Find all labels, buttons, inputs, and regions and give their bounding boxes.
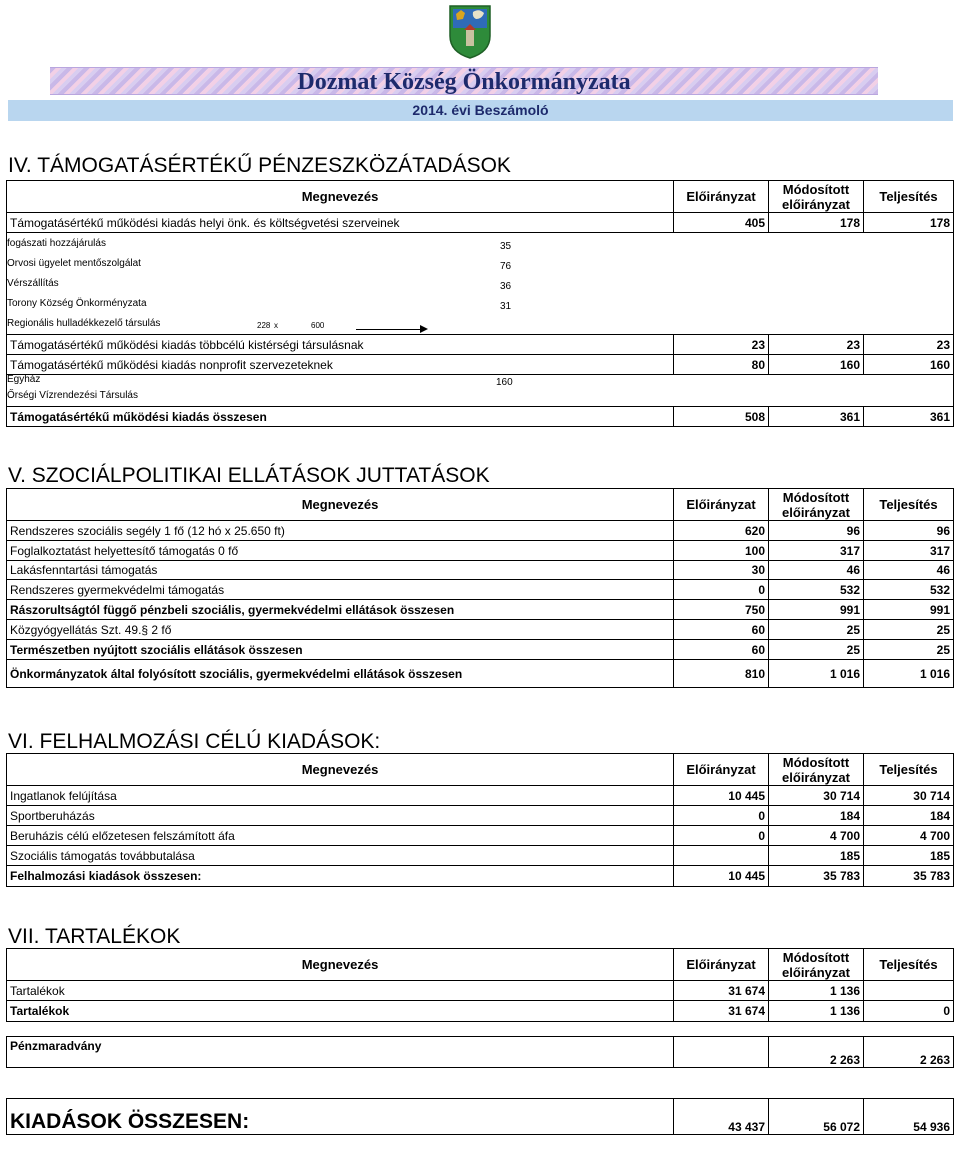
row-planned: [674, 1037, 769, 1068]
col-actual-header: Teljesítés: [864, 949, 954, 981]
detail-label: Egyház: [7, 374, 41, 385]
col-name-header: Megnevezés: [7, 754, 674, 786]
table-row: [7, 981, 954, 1001]
col-modified-header: [769, 754, 864, 786]
row-actual: 46: [864, 561, 954, 580]
grand-total-planned: 43 437: [674, 1099, 769, 1135]
row-actual: 0: [864, 1001, 954, 1022]
detail-label: Vérszállítás: [7, 278, 59, 289]
row-actual: 4 700: [864, 826, 954, 846]
row-actual: 185: [864, 846, 954, 866]
row-planned: 620: [674, 521, 769, 541]
row-planned: 10 445: [674, 866, 769, 887]
table-row: [7, 846, 954, 866]
detail-label: fogászati hozzájárulás: [7, 238, 106, 249]
table-row: [7, 580, 954, 600]
table-total-row: [7, 407, 954, 427]
table-row: [7, 1037, 954, 1068]
row-actual: 2 263: [864, 1037, 954, 1068]
row-label: Pénzmaradvány: [7, 1037, 674, 1068]
table-subtotal-row: [7, 640, 954, 660]
detail-value-b: 600: [311, 321, 325, 330]
row-actual: 361: [864, 407, 954, 427]
col-actual-header: Teljesítés: [864, 754, 954, 786]
col-modified-l2: előirányzat: [782, 769, 850, 785]
row-planned: 0: [674, 806, 769, 826]
row-actual: 532: [864, 580, 954, 600]
col-modified-l1: Módosított: [782, 489, 850, 505]
row-modified: 1 136: [769, 981, 864, 1001]
row-label: Rendszeres szociális segély 1 fő (12 hó x 25.650 ft): [7, 521, 674, 541]
row-modified: 991: [769, 600, 864, 620]
detail-times: x: [274, 321, 278, 330]
detail-value: 31: [500, 301, 512, 312]
row-modified: 1 016: [769, 660, 864, 688]
table-row: [7, 213, 954, 233]
col-modified-header: [769, 949, 864, 981]
row-planned: 810: [674, 660, 769, 688]
col-modified-l1: Módosított: [782, 949, 850, 965]
section-iv-heading: IV. TÁMOGATÁSÉRTÉKŰ PÉNZESZKÖZÁTADÁSOK: [8, 154, 511, 177]
detail-label: Őrségi Vízrendezési Társulás: [7, 390, 138, 401]
row-actual: [864, 981, 954, 1001]
table-row: [7, 561, 954, 580]
col-name-header: Megnevezés: [7, 949, 674, 981]
row-label: Beruházis célú előzetesen felszámított áfa: [7, 826, 674, 846]
table-row: [7, 521, 954, 541]
title-banner: [50, 67, 878, 95]
row-planned: 405: [674, 213, 769, 233]
col-modified-l2: előirányzat: [782, 504, 850, 520]
row-label: Szociális támogatás továbbutalása: [7, 846, 674, 866]
table-row: [7, 355, 954, 375]
row-actual: 184: [864, 806, 954, 826]
col-modified-header: [769, 181, 864, 213]
row-planned: 23: [674, 335, 769, 355]
detail-value: 76: [500, 261, 512, 272]
row-modified: 532: [769, 580, 864, 600]
page-title: Dozmat Község Önkormányzata: [297, 69, 631, 95]
table-header-row: [7, 949, 954, 981]
row-modified: 361: [769, 407, 864, 427]
row-planned: 750: [674, 600, 769, 620]
row-label: Tartalékok: [7, 1001, 674, 1022]
table-row: [7, 620, 954, 640]
section-vii-table: [6, 948, 954, 1135]
grand-total-row: [7, 1099, 954, 1135]
row-label: Rászorultságtól függő pénzbeli szociális, gyermekvédelmi ellátások összesen: [7, 600, 674, 620]
row-planned: 31 674: [674, 1001, 769, 1022]
col-modified-l2: előirányzat: [782, 964, 850, 980]
row-actual: 991: [864, 600, 954, 620]
col-actual-header: Teljesítés: [864, 489, 954, 521]
row-label: Természetben nyújtott szociális ellátások összesen: [7, 640, 674, 660]
row-modified: 30 714: [769, 786, 864, 806]
row-planned: 80: [674, 355, 769, 375]
row-modified: 96: [769, 521, 864, 541]
col-name-header: Megnevezés: [7, 489, 674, 521]
arrow-icon: [356, 329, 426, 330]
subtitle-bar: [8, 100, 953, 121]
col-modified-l2: előirányzat: [782, 196, 850, 212]
row-actual: 30 714: [864, 786, 954, 806]
row-modified: 185: [769, 846, 864, 866]
table-header-row: [7, 489, 954, 521]
row-planned: 100: [674, 541, 769, 561]
row-label: Sportberuházás: [7, 806, 674, 826]
grand-total-label: KIADÁSOK ÖSSZESEN:: [7, 1099, 674, 1135]
table-header-row: [7, 181, 954, 213]
row-modified: 184: [769, 806, 864, 826]
row-modified: 25: [769, 620, 864, 640]
detail-block: [7, 375, 954, 407]
row-modified: 160: [769, 355, 864, 375]
col-modified-l1: Módosított: [782, 754, 850, 770]
col-planned-header: Előirányzat: [674, 949, 769, 981]
row-planned: 10 445: [674, 786, 769, 806]
row-label: Rendszeres gyermekvédelmi támogatás: [7, 580, 674, 600]
row-modified: 178: [769, 213, 864, 233]
table-row: [7, 335, 954, 355]
row-label: Ingatlanok felújítása: [7, 786, 674, 806]
row-planned: 60: [674, 620, 769, 640]
table-row: [7, 541, 954, 561]
detail-label: Orvosi ügyelet mentőszolgálat: [7, 258, 141, 269]
row-label: Támogatásértékű működési kiadás helyi önk. és költségvetési szerveinek: [7, 213, 674, 233]
table-subtotal-row: [7, 600, 954, 620]
row-actual: 23: [864, 335, 954, 355]
row-actual: 160: [864, 355, 954, 375]
section-vi-table: [6, 753, 954, 887]
col-name-header: Megnevezés: [7, 181, 674, 213]
detail-value: 160: [496, 377, 513, 388]
row-actual: 25: [864, 620, 954, 640]
row-actual: 1 016: [864, 660, 954, 688]
row-label: Támogatásértékű működési kiadás összesen: [7, 407, 674, 427]
row-planned: [674, 846, 769, 866]
col-modified-header: [769, 489, 864, 521]
detail-value-a: 228: [257, 321, 271, 330]
row-modified: 2 263: [769, 1037, 864, 1068]
row-label: Foglalkoztatást helyettesítő támogatás 0 fő: [7, 541, 674, 561]
page-subtitle: 2014. évi Beszámoló: [412, 102, 549, 118]
row-label: Önkormányzatok által folyósított szociális, gyermekvédelmi ellátások összesen: [7, 660, 674, 688]
row-modified: 46: [769, 561, 864, 580]
detail-label: Regionális hulladékkezelő társulás: [7, 318, 161, 329]
col-actual-header: Teljesítés: [864, 181, 954, 213]
row-actual: 96: [864, 521, 954, 541]
row-modified: 1 136: [769, 1001, 864, 1022]
row-label: Támogatásértékű működési kiadás nonprofit szervezeteknek: [7, 355, 674, 375]
row-label: Lakásfenntartási támogatás: [7, 561, 674, 580]
col-modified-l1: Módosított: [782, 181, 850, 197]
detail-label: Torony Község Önkorményzata: [7, 298, 147, 309]
grand-total-modified: 56 072: [769, 1099, 864, 1135]
row-modified: 23: [769, 335, 864, 355]
section-vi-heading: VI. FELHALMOZÁSI CÉLÚ KIADÁSOK:: [8, 730, 381, 753]
table-row: [7, 786, 954, 806]
row-modified: 25: [769, 640, 864, 660]
row-label: Támogatásértékű működési kiadás többcélú kistérségi társulásnak: [7, 335, 674, 355]
coat-of-arms-icon: [447, 4, 493, 60]
table-row: [7, 826, 954, 846]
row-planned: 508: [674, 407, 769, 427]
table-total-row: [7, 660, 954, 688]
section-vii-heading: VII. TARTALÉKOK: [8, 925, 181, 948]
section-v-heading: V. SZOCIÁLPOLITIKAI ELLÁTÁSOK JUTTATÁSOK: [8, 464, 490, 487]
row-actual: 25: [864, 640, 954, 660]
table-row: [7, 1001, 954, 1022]
row-label: Felhalmozási kiadások összesen:: [7, 866, 674, 887]
table-row: [7, 806, 954, 826]
row-label: Közgyógyellátás Szt. 49.§ 2 fő: [7, 620, 674, 640]
row-planned: 31 674: [674, 981, 769, 1001]
spacer-row: [7, 1068, 954, 1099]
detail-value: 35: [500, 241, 512, 252]
col-planned-header: Előirányzat: [674, 181, 769, 213]
row-modified: 317: [769, 541, 864, 561]
section-iv-table: [6, 180, 954, 427]
row-planned: 0: [674, 580, 769, 600]
row-label: Tartalékok: [7, 981, 674, 1001]
table-header-row: [7, 754, 954, 786]
row-planned: 60: [674, 640, 769, 660]
grand-total-actual: 54 936: [864, 1099, 954, 1135]
row-actual: 317: [864, 541, 954, 561]
section-v-table: [6, 488, 954, 688]
row-actual: 35 783: [864, 866, 954, 887]
row-planned: 30: [674, 561, 769, 580]
row-modified: 35 783: [769, 866, 864, 887]
col-planned-header: Előirányzat: [674, 754, 769, 786]
row-planned: 0: [674, 826, 769, 846]
col-planned-header: Előirányzat: [674, 489, 769, 521]
row-modified: 4 700: [769, 826, 864, 846]
detail-value: 36: [500, 281, 512, 292]
row-actual: 178: [864, 213, 954, 233]
spacer-row: [7, 1022, 954, 1037]
table-total-row: [7, 866, 954, 887]
